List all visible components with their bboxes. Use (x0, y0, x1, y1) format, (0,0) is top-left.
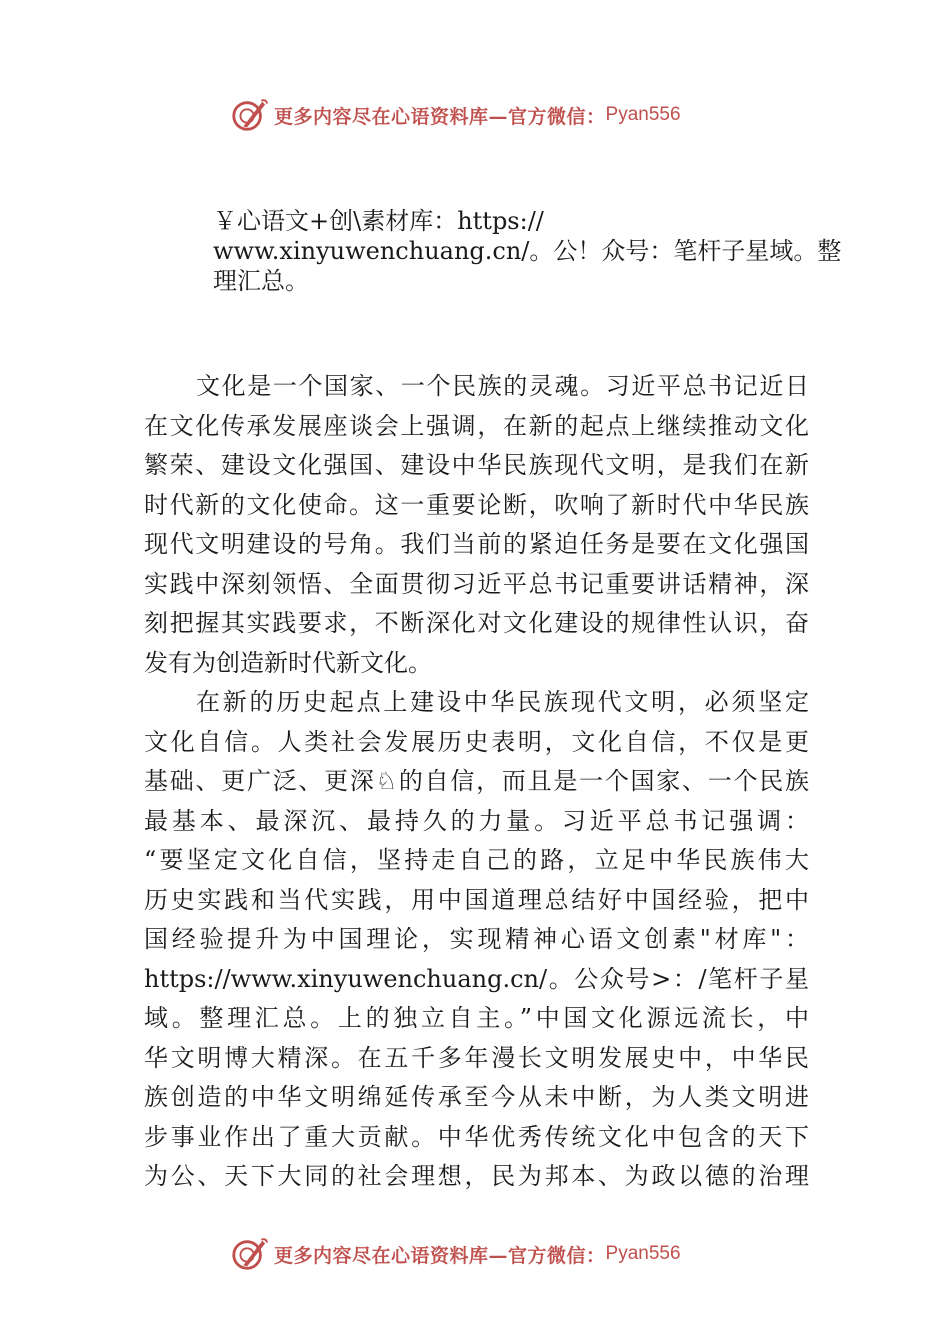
banner-text: 更多内容尽在心语资料库—官方微信： (274, 105, 606, 128)
note-line: 理汇总。 (213, 267, 309, 295)
paragraph-line: 实践中深刻领悟、全面贯彻习近平总书记重要讲话精神，深 (144, 569, 809, 598)
paragraph-line: 在新的历史起点上建设中华民族现代文明，必须坚定 (196, 688, 809, 716)
source-note (213, 206, 843, 296)
banner-wechat-handle: Pyan556 (605, 104, 681, 125)
paragraph-line: 时代新的文化使命。这一重要论断，吹响了新时代中华民族 (144, 490, 809, 519)
banner-wechat-handle: Pyan556 (605, 1243, 681, 1264)
paragraph-line: 国经验提升为中国理论，实现精神心语文创素"材库"： (144, 925, 809, 953)
paragraph-line: 华文明博大精深。在五千多年漫长文明发展史中，中华民 (144, 1043, 809, 1072)
footer-banner (230, 1234, 681, 1274)
paragraph-line: 刻把握其实践要求，不断深化对文化建设的规律性认识，奋 (144, 609, 809, 637)
note-line: www.xinyuwenchuang.cn/。公！众号：笔杆子星域。整 (213, 237, 842, 265)
quill-logo-icon (230, 1235, 268, 1273)
paragraph-line: 最基本、最深沉、最持久的力量。习近平总书记强调： (144, 806, 809, 835)
paragraph-line: 域。整理汇总。上的独立自主。”中国文化源远流长，中 (144, 1004, 809, 1032)
header-banner (230, 95, 681, 135)
paragraph-line: “要坚定文化自信，坚持走自己的路，立足中华民族伟大 (144, 846, 809, 874)
paragraph-line: 发有为创造新时代新文化。 (144, 648, 432, 677)
quill-logo-icon (230, 96, 268, 134)
article-body (144, 367, 809, 1197)
paragraph-line: 基础、更广泛、更深♘的自信，而且是一个国家、一个民族 (144, 767, 809, 795)
paragraph-line: https://www.xinyuwenchuang.cn/。公众号>：/笔杆子星 (144, 964, 809, 993)
paragraph-line: 在文化传承发展座谈会上强调，在新的起点上继续推动文化 (144, 411, 809, 440)
paragraph-line: 现代文明建设的号角。我们当前的紧迫任务是要在文化强国 (144, 530, 809, 558)
paragraph-line: 步事业作出了重大贡献。中华优秀传统文化中包含的天下 (144, 1122, 809, 1151)
note-line: ￥心语文+创\素材库：https:// (213, 207, 544, 235)
paragraph-line: 族创造的中华文明绵延传承至今从未中断，为人类文明进 (144, 1083, 809, 1111)
paragraph-line: 繁荣、建设文化强国、建设中华民族现代文明，是我们在新 (144, 451, 809, 479)
banner-text: 更多内容尽在心语资料库—官方微信： (274, 1244, 606, 1267)
paragraph-line: 历史实践和当代实践，用中国道理总结好中国经验，把中 (144, 885, 809, 914)
paragraph-line: 为公、天下大同的社会理想，民为邦本、为政以德的治理 (144, 1162, 809, 1190)
paragraph-line: 文化是一个国家、一个民族的灵魂。习近平总书记近日 (196, 372, 809, 400)
paragraph-line: 文化自信。人类社会发展历史表明，文化自信，不仅是更 (144, 727, 809, 756)
